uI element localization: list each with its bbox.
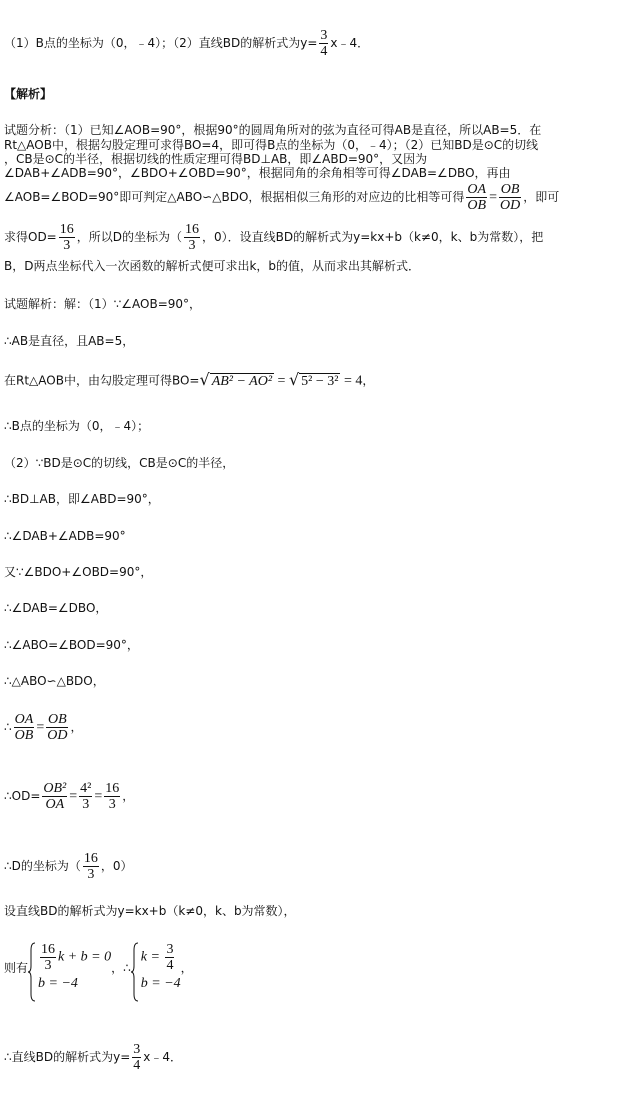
solution-line-6: ∴BD⊥AB，即∠ABD=90°， [4, 492, 160, 506]
answer-line [4, 28, 369, 59]
therefore: ∴ [4, 720, 12, 734]
solution-line-11: ∴△ABO∽△BDO， [4, 674, 105, 688]
solution-text: ，0） [100, 859, 133, 873]
solution-line-13 [4, 781, 134, 812]
sqrt-expression: √ AB² − AO² [199, 370, 273, 389]
answer-fraction: $\frac{3}{4}$ [320, 28, 328, 59]
fraction: $\frac{3}{4}$ [166, 942, 174, 973]
sqrt-expression: √ 5² − 3² [288, 370, 339, 389]
equals: = [69, 789, 78, 804]
solution-line-17 [4, 1042, 182, 1073]
analysis-text: ，0）．设直线BD的解析式为y=kx+b（k≠0，k、b为常数），把 [202, 230, 544, 244]
equals: = 4 [340, 373, 363, 389]
analysis-text: ，即可 [523, 190, 560, 204]
equation-system: k = $\frac{3}{4}$ b = −4 [131, 942, 181, 995]
solution-text: ， [362, 373, 375, 388]
solution-text: ， [180, 961, 193, 975]
analysis-line-2: Rt△AOB中，根据勾股定理可求得BO=4，即可得B点的坐标为（0，﹣4）；（2）已知BD是⊙C的切线 [4, 138, 539, 152]
solution-line-14 [4, 851, 133, 882]
solution-line-12 [4, 712, 82, 743]
solution-line-16 [4, 942, 193, 995]
analysis-line-3: ，CB是⊙C的半径，根据切线的性质定理可得BD⊥AB，即∠ABD=90°，又因为 [4, 152, 428, 166]
solution-line-10: ∴∠ABO=∠BOD=90°， [4, 638, 139, 652]
solution-text: x﹣4． [143, 1050, 183, 1064]
fraction: $\frac{3}{4}$ [133, 1042, 141, 1073]
answer-tail: x﹣4． [330, 36, 370, 50]
brace-icon [131, 942, 139, 1002]
equation-system: $\frac{16}{3}$ k + b = 0 b = −4 [28, 942, 111, 995]
solution-text: ∴OD= [4, 789, 41, 803]
fraction: $\frac{16}{3}$ [105, 781, 120, 812]
equals: = [489, 190, 497, 205]
solution-line-4: ∴B点的坐标为（0，﹣4）； [4, 419, 150, 433]
solution-text: 则有 [4, 961, 29, 975]
solution-line-8: 又∵∠BDO+∠OBD=90°， [4, 565, 153, 579]
analysis-line-4: ∠DAB+∠ADB=90°，∠BDO+∠OBD=90°，根据同角的余角相等可得∠DAB=∠DBO，再由 [4, 166, 511, 180]
analysis-text: ∠AOB=∠BOD=90°即可判定△ABO∽△BDO，根据相似三角形的对应边的比相等可得 [4, 190, 465, 204]
analysis-line-7: B，D两点坐标代入一次函数的解析式便可求出k，b的值，从而求出其解析式． [4, 259, 421, 273]
fraction: $\frac{OA}{OB}$ [14, 712, 34, 743]
fraction: $\frac{\text{OB²}}{OA}$ [43, 781, 67, 812]
solution-text: ， [122, 789, 135, 803]
fraction: $\frac{OA}{OB}$ [467, 182, 487, 213]
analysis-line-1: 试题分析：（1）已知∠AOB=90°，根据90°的圆周角所对的弦为直径可得AB是直径，所以AB=5．在 [4, 123, 542, 137]
solution-line-1: 试题解析：解：（1）∵∠AOB=90°， [4, 297, 202, 311]
solution-line-5: （2）∵BD是⊙C的切线，CB是⊙C的半径， [4, 456, 235, 470]
solution-text: ，∴ [111, 961, 131, 975]
solution-text: ∴直线BD的解析式为y= [4, 1050, 131, 1064]
solution-line-7: ∴∠DAB+∠ADB=90° [4, 529, 126, 543]
solution-line-3 [4, 372, 374, 390]
fraction: $\frac{16}{3}$ [59, 222, 74, 253]
solution-line-15: 设直线BD的解析式为y=kx+b（k≠0，k、b为常数）， [4, 904, 296, 918]
analysis-text: ，所以D的坐标为（ [76, 230, 182, 244]
brace-icon [28, 942, 36, 1002]
fraction: $\frac{16}{3}$ [41, 942, 56, 973]
solution-text: ∴D的坐标为（ [4, 859, 81, 873]
section-heading: 【解析】 [4, 87, 53, 101]
solution-text: ， [70, 720, 83, 734]
fraction: $\frac{OB}{OD}$ [47, 712, 68, 743]
solution-text: 在Rt△AOB中，由勾股定理可得BO= [4, 373, 200, 388]
fraction: $\frac{16}{3}$ [83, 851, 98, 882]
equals: = [274, 373, 289, 389]
fraction: $\frac{16}{3}$ [185, 222, 199, 253]
solution-line-2: ∴AB是直径，且AB=5， [4, 334, 135, 348]
fraction: $\frac{\text{4²}}{3}$ [80, 781, 92, 812]
analysis-line-5 [4, 182, 559, 213]
answer-text: （1）B点的坐标为（0，﹣4）；（2）直线BD的解析式为y= [4, 36, 318, 50]
equals: = [36, 720, 45, 735]
analysis-text: 求得OD= [4, 230, 57, 244]
equals: = [94, 789, 103, 804]
solution-line-9: ∴∠DAB=∠DBO， [4, 601, 108, 615]
fraction: $\frac{OB}{OD}$ [499, 182, 521, 213]
analysis-line-6 [4, 222, 543, 253]
